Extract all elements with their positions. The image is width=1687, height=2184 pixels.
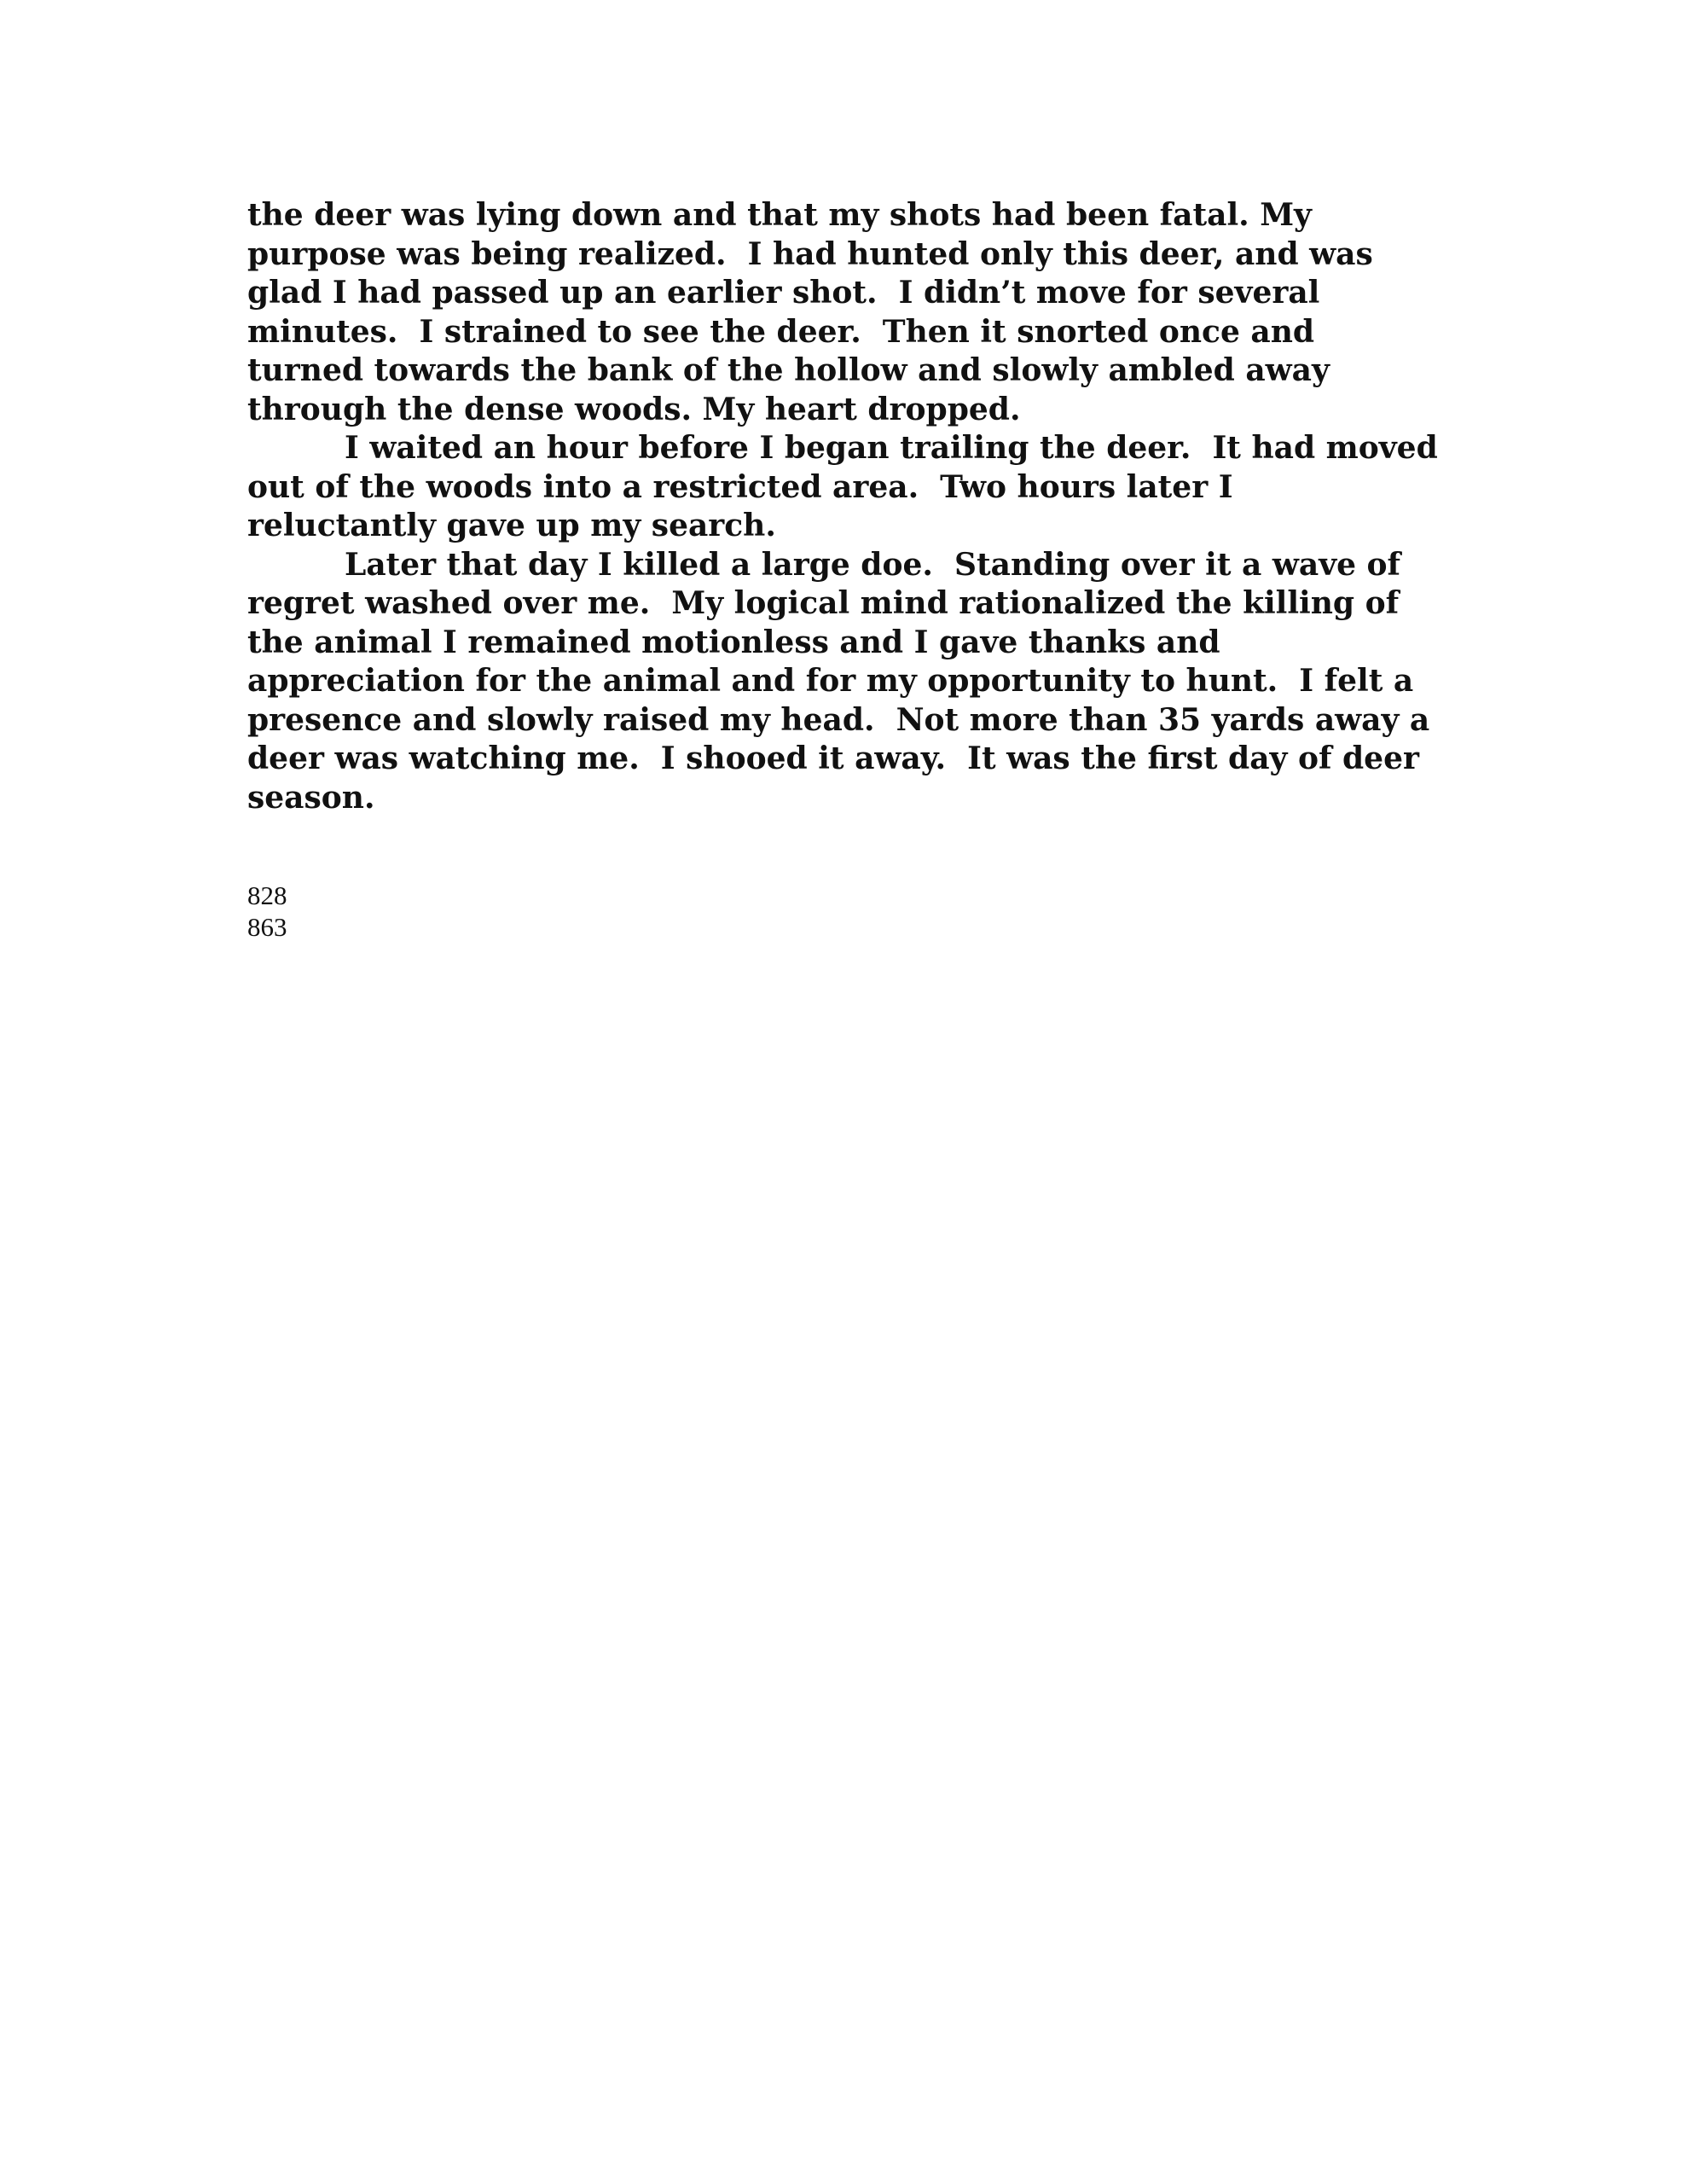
text-line: turned towards the bank of the hollow and slowly ambled away xyxy=(247,352,1330,388)
story-text xyxy=(247,196,1458,817)
text-line: deer was watching me. I shooed it away. It was the first day of deer xyxy=(247,741,1419,776)
page-number: 828 xyxy=(247,880,287,910)
text-line: presence and slowly raised my head. Not more than 35 yards away a xyxy=(247,701,1430,738)
text-line: I waited an hour before I began trailing the deer. It had moved xyxy=(345,430,1438,466)
text-line: the deer was lying down and that my shots had been fatal. My xyxy=(247,197,1312,233)
text-line: reluctantly gave up my search. xyxy=(247,508,776,543)
text-line: glad I had passed up an earlier shot. I didn’t move for several xyxy=(247,275,1320,311)
text-line: out of the woods into a restricted area. Two hours later I xyxy=(247,468,1233,505)
text-line: regret washed over me. My logical mind rationalized the killing of xyxy=(247,585,1400,621)
text-line: the animal I remained motionless and I gave thanks and xyxy=(247,624,1220,660)
text-line: purpose was being realized. I had hunted only this deer, and was xyxy=(247,235,1373,272)
text-line: appreciation for the animal and for my opportunity to hunt. I felt a xyxy=(247,663,1414,699)
page-numbers xyxy=(247,880,287,943)
page-number: 863 xyxy=(247,912,287,942)
text-line: Later that day I killed a large doe. Standing over it a wave of xyxy=(345,546,1401,583)
text-line: season. xyxy=(247,779,375,816)
text-line: through the dense woods. My heart dropped. xyxy=(247,391,1021,427)
text-line: minutes. I strained to see the deer. Then it snorted once and xyxy=(247,313,1315,350)
